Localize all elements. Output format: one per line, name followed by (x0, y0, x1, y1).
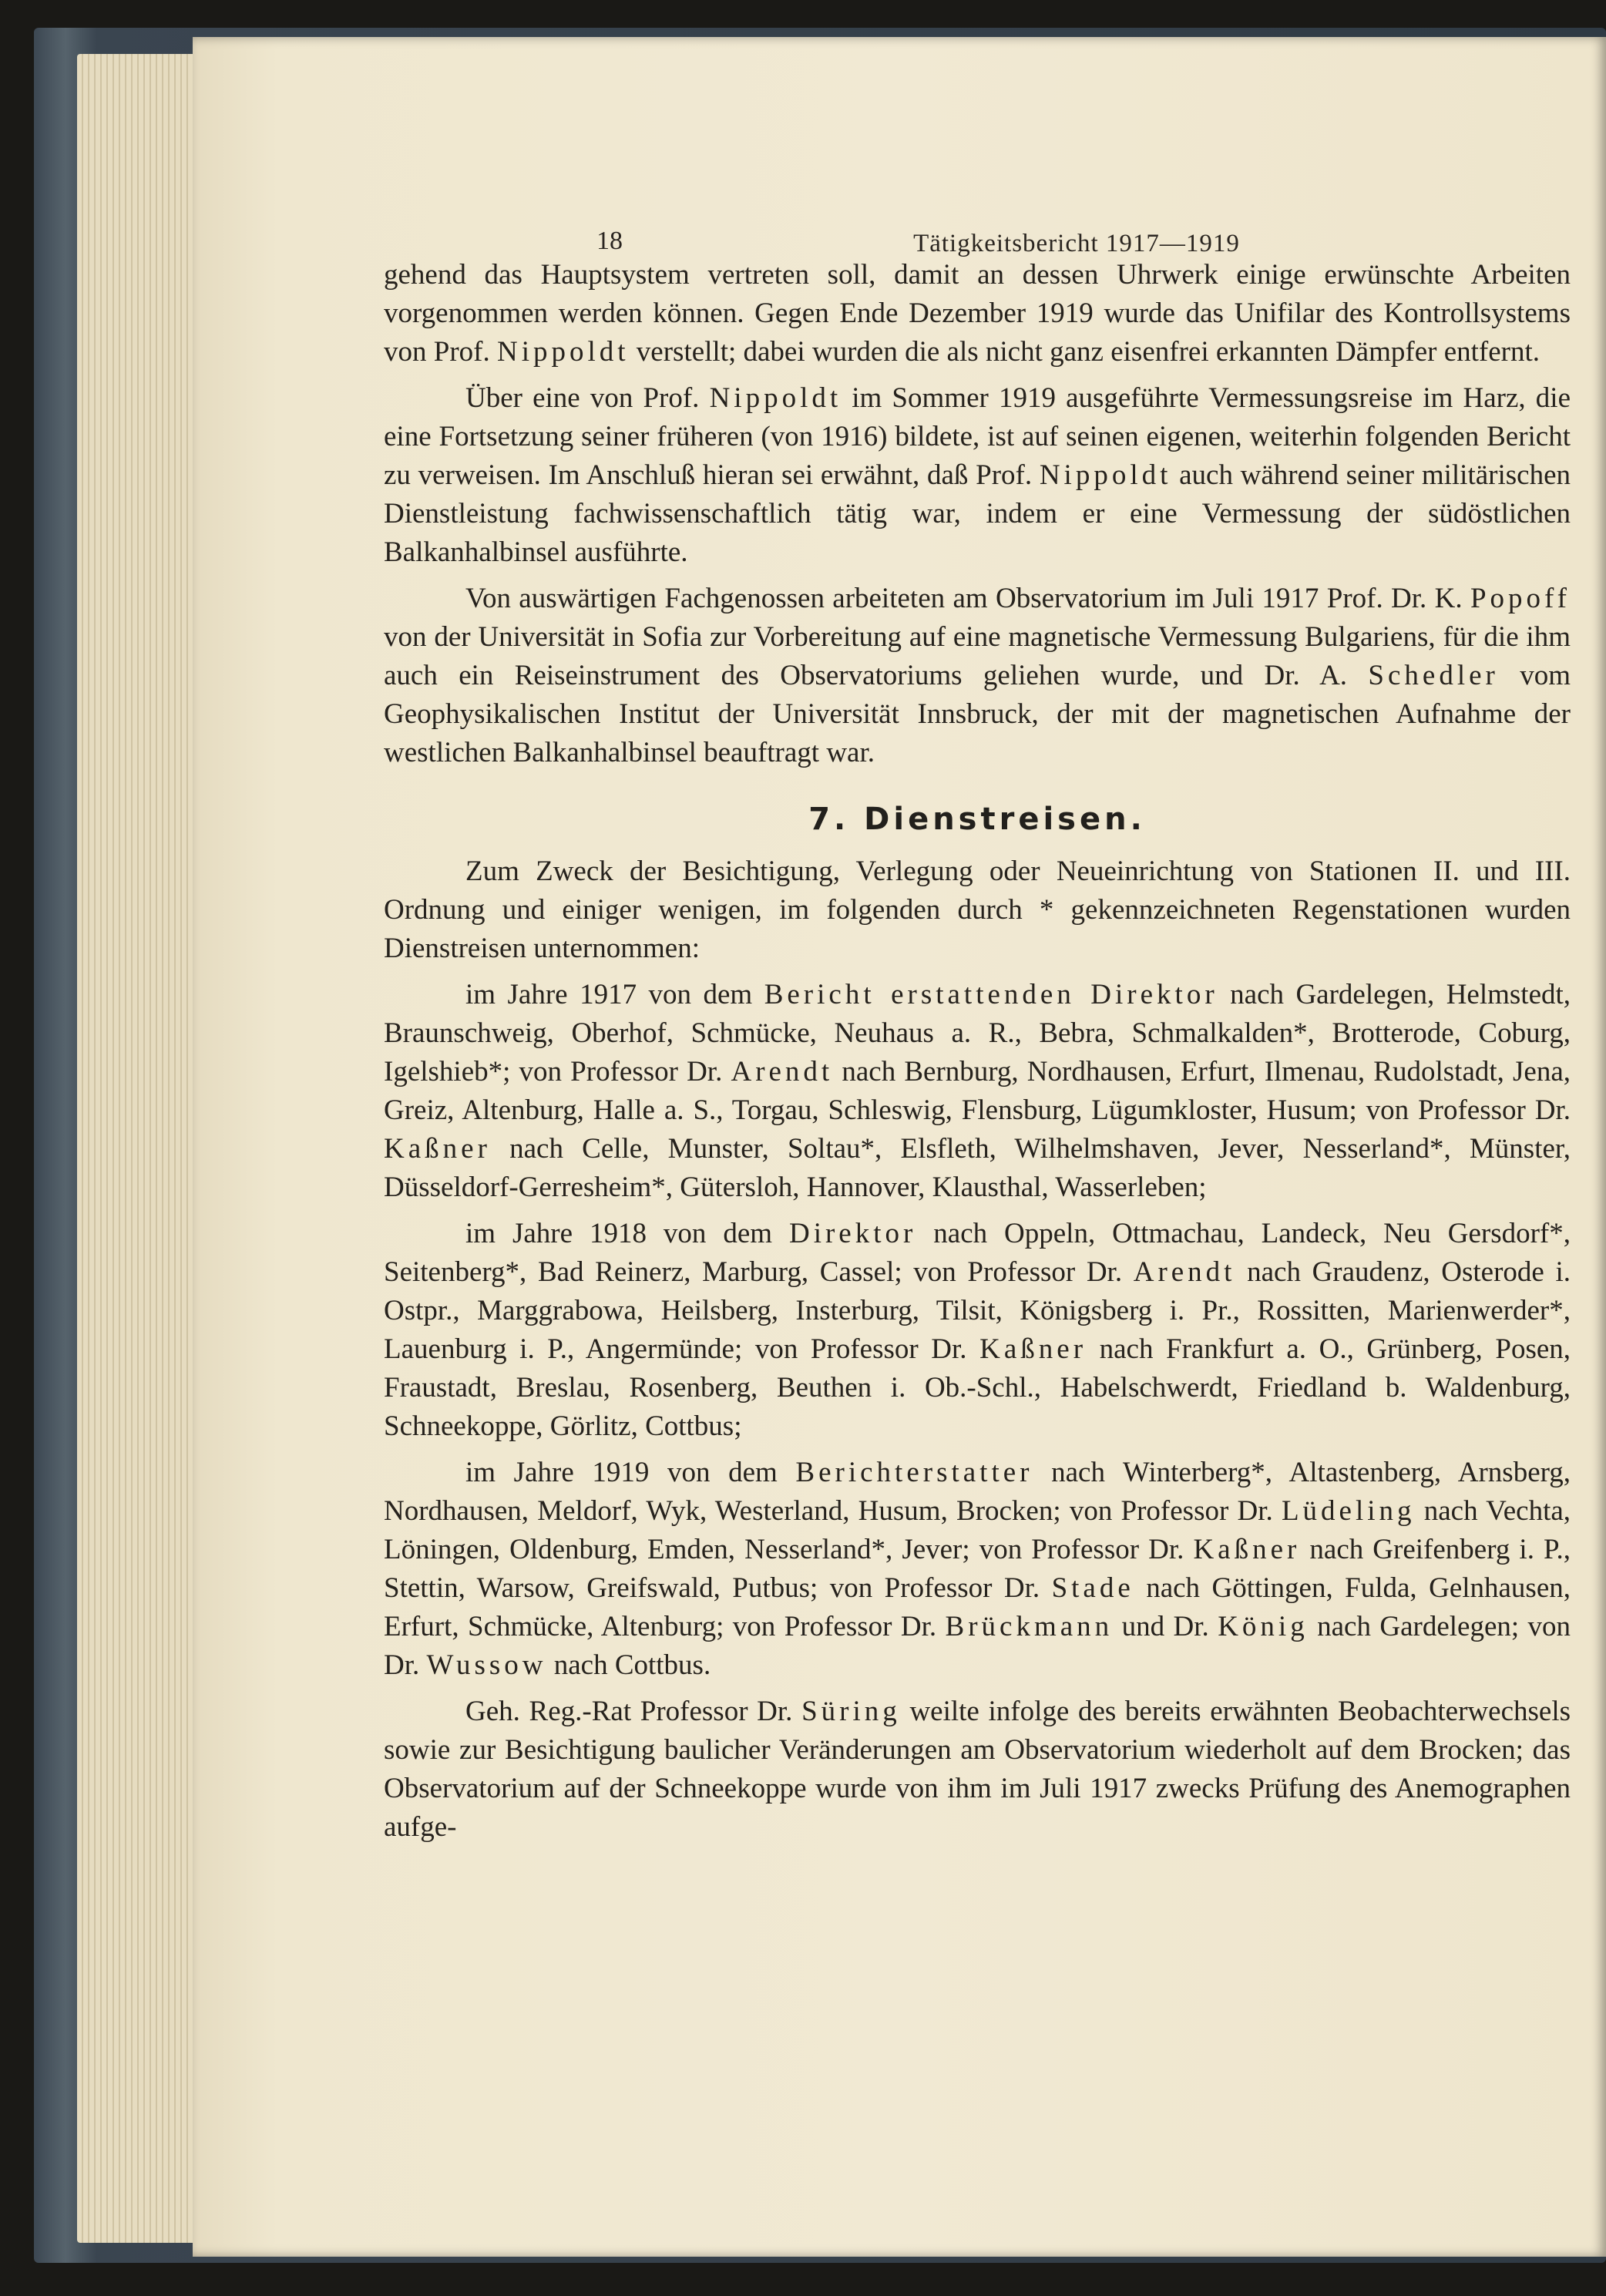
text-run: im Jahre 1918 von dem (465, 1218, 773, 1249)
text-run: nach Frankfurt a. O., Grünberg, Posen, Fraustadt, Breslau, Rosenberg, Beuthen i. Ob.-Schl., Habelschwerdt, Friedland b. Waldenburg, Schneekoppe, Görlitz, Cottbus; (384, 1333, 1571, 1442)
text-run: verstellt; dabei wurden die als nicht ganz eisenfrei erkannten Dämpfer entfernt. (636, 336, 1540, 368)
spaced-name: Popoff (1470, 583, 1571, 614)
page-number: 18 (596, 227, 623, 255)
spaced-name: König (1218, 1611, 1309, 1642)
text-run: auch während seiner militärischen Dienstleistung fachwissenschaftlich tätig war, indem er eine Vermessung der südöstlichen Balkanhalbinsel ausführte. (384, 459, 1571, 568)
spaced-name: Süring (801, 1696, 901, 1727)
paragraph-3 (384, 580, 1571, 772)
spaced-name: Nippoldt (709, 382, 842, 414)
paragraph-5 (384, 976, 1571, 1207)
text-run: nach Gardelegen; von Dr. (384, 1611, 1571, 1681)
spaced-name: Stade (1051, 1572, 1134, 1604)
text-run: Geh. Reg.-Rat Professor Dr. (465, 1696, 793, 1727)
running-title: Tätigkeitsbericht 1917—1919 (913, 230, 1240, 257)
paragraph-8 (384, 1693, 1571, 1847)
text-run: gehend das Hauptsystem vertreten soll, damit an dessen Uhrwerk einige erwünschte Arbeiten vorgenommen werden können. Gegen Ende Dezember 1919 wurde das Unifilar des Kontrollsystems von Prof. (384, 259, 1571, 368)
text-run: nach Vechta, Löningen, Oldenburg, Emden, Nesserland*, Jever; von Professor Dr. (384, 1495, 1571, 1565)
page-edges (77, 54, 193, 2243)
text-run: im Jahre 1919 von dem (465, 1457, 778, 1488)
text-run: und Dr. (1121, 1611, 1209, 1642)
spaced-name: Kaßner (1193, 1534, 1301, 1565)
spaced-name: Kaßner (979, 1333, 1087, 1365)
spaced-name: Nippoldt (496, 336, 630, 368)
spaced-name: Bericht erstattenden Direktor (764, 979, 1218, 1010)
spaced-name: Schedler (1368, 660, 1499, 691)
page-body (384, 256, 1571, 1854)
text-run: nach Oppeln, Ottmachau, Landeck, Neu Gersdorf*, Seitenberg*, Bad Reinerz, Marburg, Cassel; von Professor Dr. (384, 1218, 1571, 1288)
spaced-name: Nippoldt (1039, 459, 1172, 491)
paragraph-4 (384, 852, 1571, 968)
text-run: im Sommer 1919 ausgeführte Vermessungsreise im Harz, die eine Fortsetzung seiner früheren (von 1916) bildete, ist auf seinen eigenen, weiterhin folgenden Bericht zu verweisen. Im Anschluß hieran sei erwähnt, daß Prof. (384, 382, 1571, 491)
text-run: nach Gardelegen, Helmstedt, Braunschweig, Oberhof, Schmücke, Neuhaus a. R., Bebra, Schmalkalden*, Brotterode, Coburg, Igelshieb*; von Professor Dr. (384, 979, 1571, 1087)
text-run: nach Cottbus. (553, 1649, 711, 1681)
spaced-name: Lüdeling (1281, 1495, 1416, 1527)
paragraph-1 (384, 256, 1571, 371)
spaced-name: Berichterstatter (795, 1457, 1033, 1488)
text-run: nach Bernburg, Nordhausen, Erfurt, Ilmenau, Rudolstadt, Jena, Greiz, Altenburg, Halle a. S., Torgau, Schleswig, Flensburg, Lügumkloster, Husum; von Professor Dr. (384, 1056, 1571, 1126)
text-run: vom Geophysikalischen Institut der Universität Innsbruck, der mit der magnetischen Aufnahme der westlichen Balkanhalbinsel beauftragt war. (384, 660, 1571, 768)
text-run: nach Celle, Munster, Soltau*, Elsfleth, Wilhelmshaven, Jever, Nesserland*, Münster, Düsseldorf-Gerresheim*, Gütersloh, Hannover, Klausthal, Wasserleben; (384, 1133, 1571, 1203)
text-run: Zum Zweck der Besichtigung, Verlegung oder Neueinrichtung von Stationen II. und III. Ordnung und einiger wenigen, im folgenden durch * gekennzeichneten Regenstationen wurden Dienstreisen unternommen: (384, 856, 1571, 964)
paragraph-7 (384, 1454, 1571, 1685)
spaced-name: Wussow (426, 1649, 547, 1681)
spaced-name: Arendt (731, 1056, 834, 1087)
spaced-name: Brückmann (945, 1611, 1114, 1642)
text-run: nach Greifenberg i. P., Stettin, Warsow, Greifswald, Putbus; von Professor Dr. (384, 1534, 1571, 1604)
text-run: nach Graudenz, Osterode i. Ostpr., Marggrabowa, Heilsberg, Insterburg, Tilsit, Königsberg i. Pr., Rossitten, Marienwerder*, Lauenburg i. P., Angermünde; von Professor Dr. (384, 1256, 1571, 1365)
text-run: nach Göttingen, Fulda, Gelnhausen, Erfurt, Schmücke, Altenburg; von Professor Dr. (384, 1572, 1571, 1642)
text-run: von der Universität in Sofia zur Vorbereitung auf eine magnetische Vermessung Bulgariens, für die ihm auch ein Reiseinstrument des Observatoriums geliehen wurde, und Dr. A. (384, 621, 1571, 691)
text-run: nach Winterberg*, Altastenberg, Arnsberg, Nordhausen, Meldorf, Wyk, Westerland, Husum, Brocken; von Professor Dr. (384, 1457, 1571, 1527)
spaced-name: Direktor (788, 1218, 917, 1249)
spaced-name: Arendt (1133, 1256, 1236, 1288)
paragraph-6 (384, 1215, 1571, 1446)
text-run: Von auswärtigen Fachgenossen arbeiteten am Observatorium im Juli 1917 Prof. Dr. K. (465, 583, 1463, 614)
paragraph-2 (384, 379, 1571, 572)
text-run: Über eine von Prof. (465, 382, 700, 414)
spaced-name: Kaßner (384, 1133, 491, 1165)
text-run: weilte infolge des bereits erwähnten Beobachterwechsels sowie zur Besichtigung baulicher Veränderungen am Observatorium wiederholt auf dem Brocken; das Observatorium auf der Schneekoppe wurde von ihm im Juli 1917 zwecks Prüfung des Anemographen aufge- (384, 1696, 1571, 1843)
section-heading: 7. Dienstreisen. (808, 802, 1146, 837)
text-run: im Jahre 1917 von dem (465, 979, 753, 1010)
